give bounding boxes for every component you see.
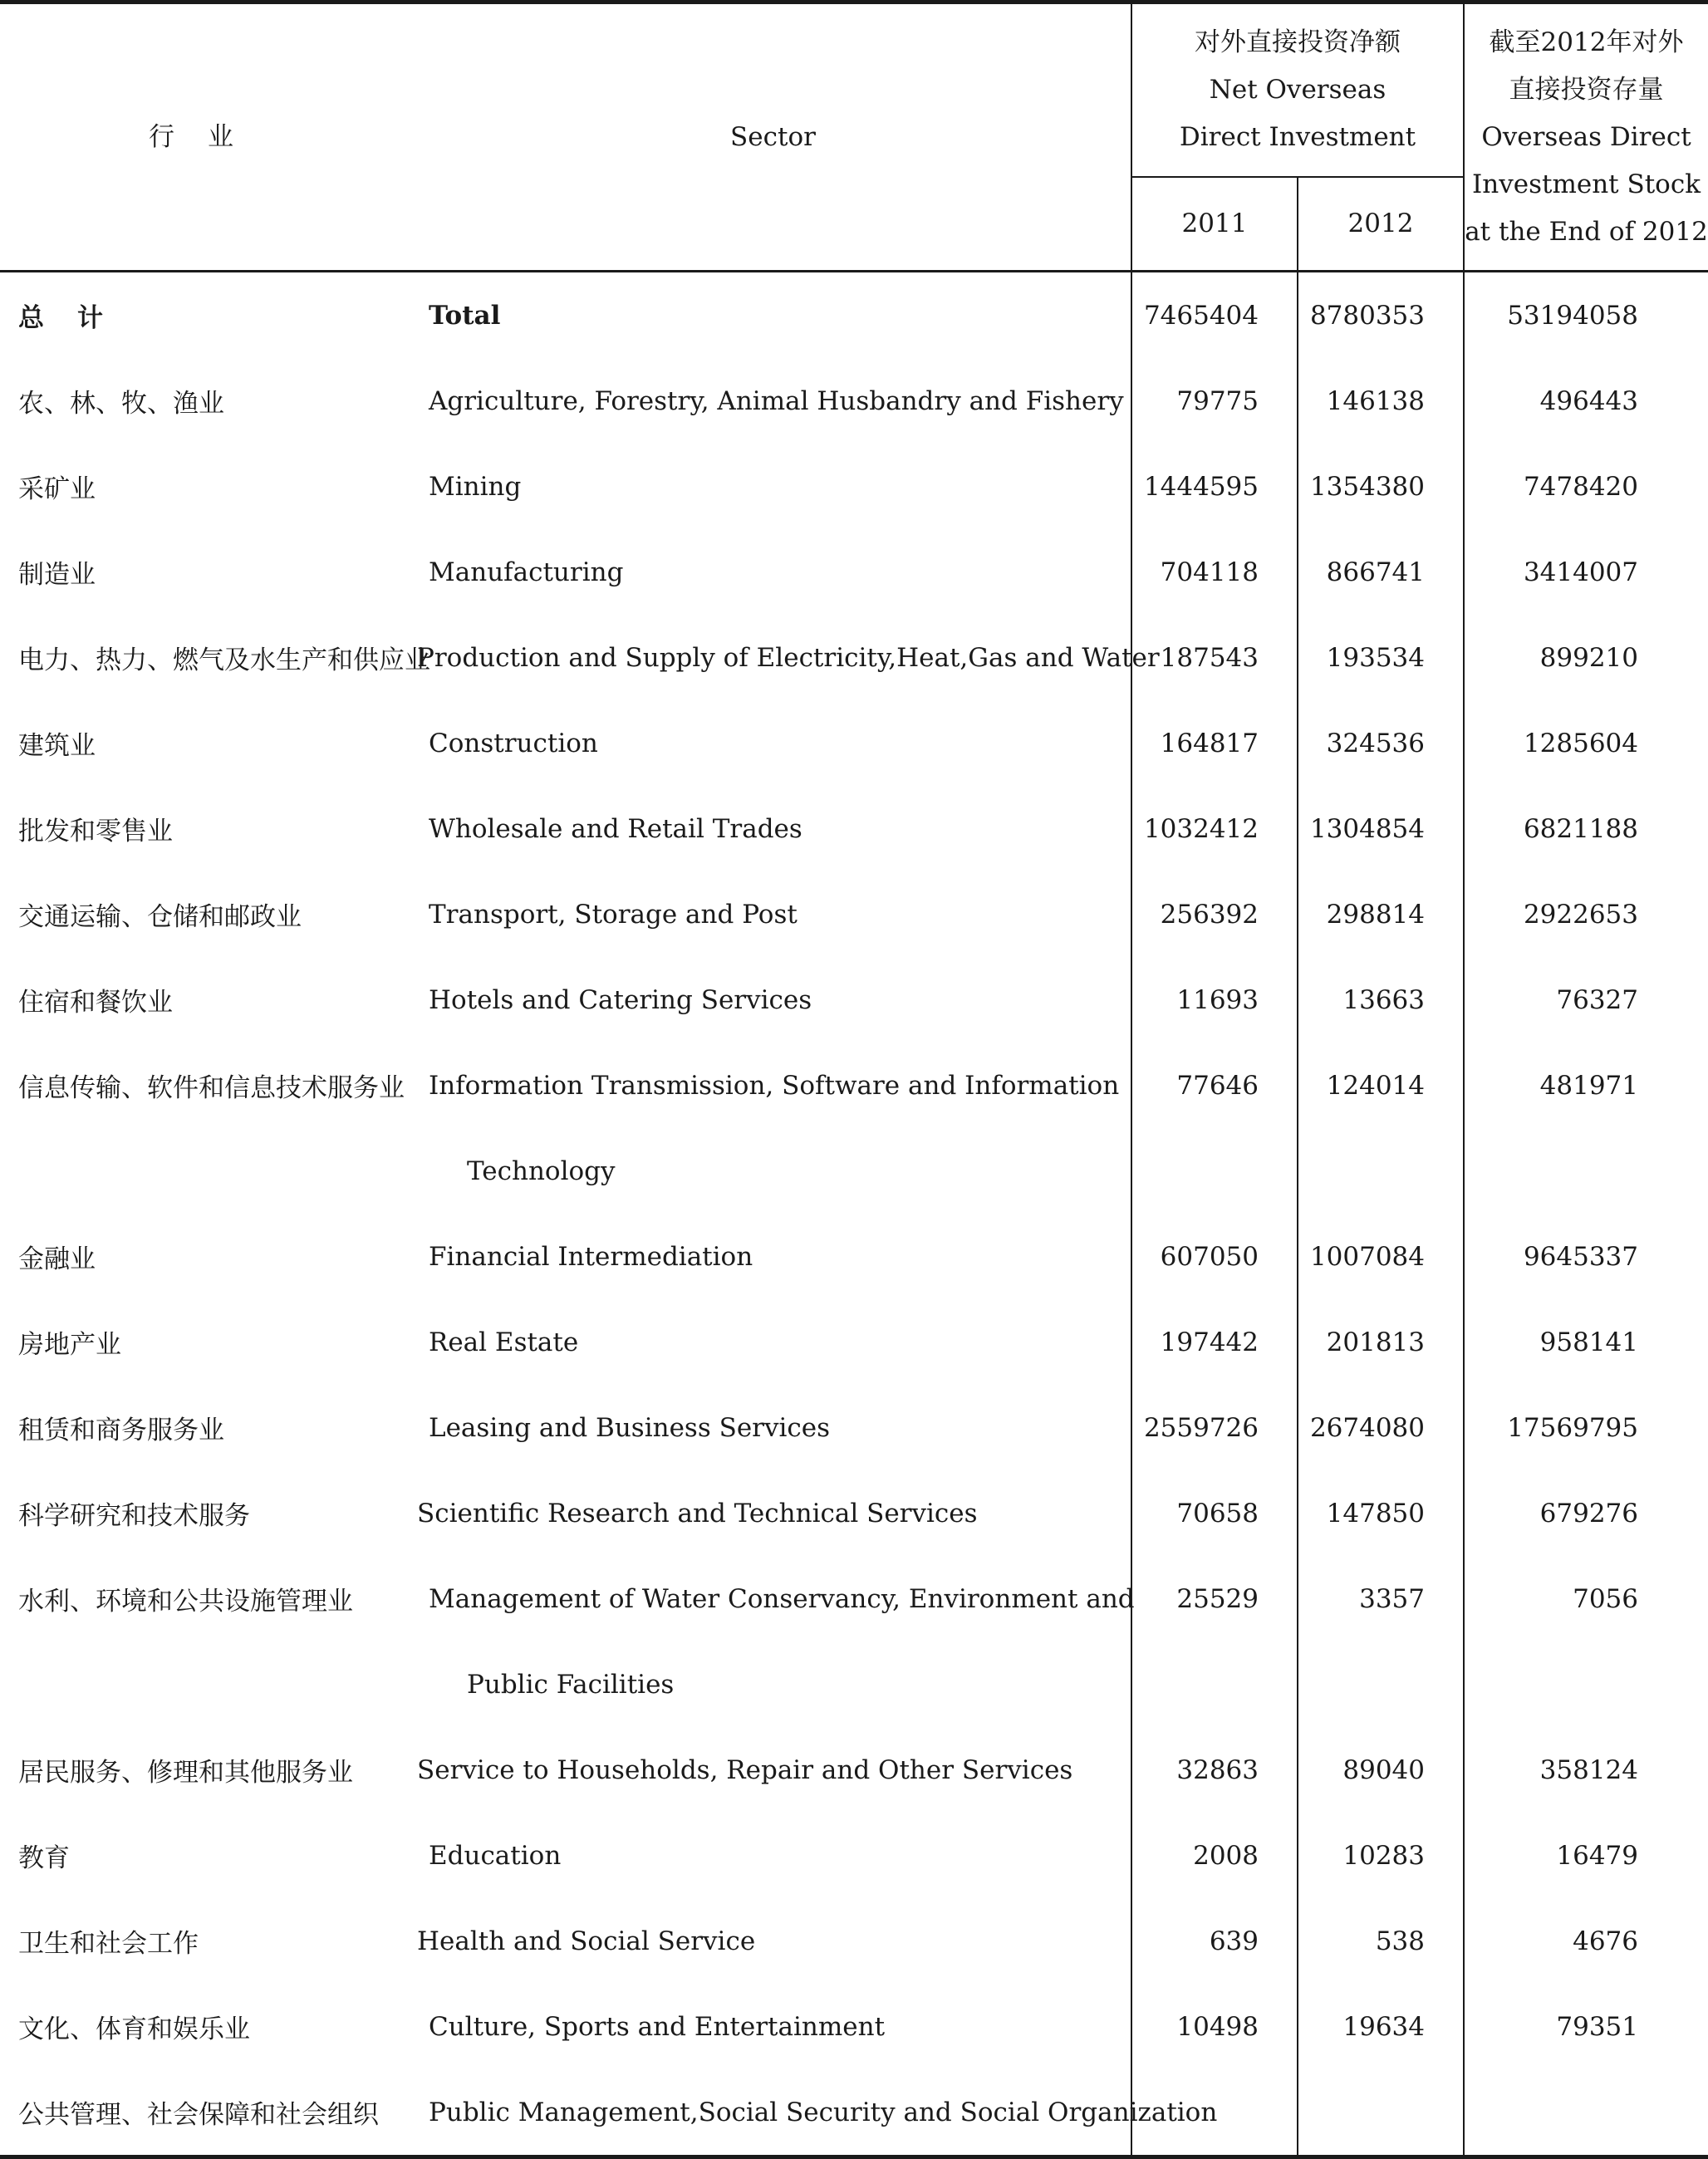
- sector-en: Information Transmission, Software and Information: [429, 1070, 1120, 1101]
- sector-en: Manufacturing: [429, 557, 624, 587]
- value-2012: 10283: [1298, 1813, 1464, 1898]
- table-row: [0, 272, 1708, 359]
- sector-zh: 文化、体育和娱乐业: [18, 2014, 250, 2044]
- header-net-investment: 对外直接投资净额 Net Overseas Direct Investment: [1131, 2, 1464, 177]
- value-2011: 1032412: [1131, 786, 1298, 871]
- sector-zh: 采矿业: [18, 474, 96, 504]
- sector-en: Transport, Storage and Post: [429, 899, 798, 930]
- sector-zh: 水利、环境和公共设施管理业: [18, 1587, 353, 1617]
- value-2011: 70658: [1131, 1470, 1298, 1556]
- value-2011: 704118: [1131, 529, 1298, 615]
- sector-en: Agriculture, Forestry, Animal Husbandry and Fishery: [429, 385, 1124, 416]
- header-sector-en: Sector: [415, 2, 1131, 272]
- value-2011: 32863: [1131, 1727, 1298, 1813]
- value-2012: [1298, 2069, 1464, 2157]
- value-stock: 679276: [1464, 1470, 1708, 1556]
- value-stock: 7478420: [1464, 444, 1708, 529]
- table-row: [0, 444, 1708, 529]
- header-sector-zh: 行业: [0, 2, 415, 272]
- sector-zh: 公共管理、社会保障和社会组织: [0, 2069, 415, 2157]
- sector-zh: 教育: [18, 1843, 70, 1873]
- table-row-continuation: [0, 1641, 1708, 1727]
- sector-en: Service to Households, Repair and Other Services: [417, 1754, 1073, 1785]
- table-row: [0, 2069, 1708, 2157]
- sector-en: Management of Water Conservancy, Environment and: [429, 1583, 1135, 1614]
- value-2012: 8780353: [1298, 272, 1464, 359]
- value-2012: 1304854: [1298, 786, 1464, 871]
- value-stock: 7056: [1464, 1556, 1708, 1641]
- sector-en-continued: Public Facilities: [467, 1669, 675, 1700]
- table-row: [0, 1214, 1708, 1299]
- table-row: [0, 1898, 1708, 1984]
- table-row: [0, 1385, 1708, 1470]
- sector-zh: 住宿和餐饮业: [18, 988, 173, 1018]
- sector-zh: 农、林、牧、渔业: [18, 389, 224, 419]
- value-2012: 147850: [1298, 1470, 1464, 1556]
- value-2012: 2674080: [1298, 1385, 1464, 1470]
- value-2012: 3357: [1298, 1556, 1464, 1641]
- table-row: [0, 1556, 1708, 1641]
- value-2011: 639: [1131, 1898, 1298, 1984]
- header-year-2012: 2012: [1298, 177, 1464, 272]
- table-row: [0, 957, 1708, 1043]
- sector-en: Production and Supply of Electricity,Heat,Gas and Water: [417, 642, 1160, 673]
- sector-zh: 金融业: [18, 1244, 96, 1274]
- sector-zh: 总计: [18, 303, 136, 333]
- value-stock: 1285604: [1464, 700, 1708, 786]
- value-2012: 324536: [1298, 700, 1464, 786]
- table-header: [0, 2, 1708, 272]
- sector-en: Real Estate: [429, 1327, 579, 1357]
- value-2012: 538: [1298, 1898, 1464, 1984]
- sector-en: Education: [429, 1840, 562, 1871]
- table-row: [0, 1043, 1708, 1128]
- value-2011: 77646: [1131, 1043, 1298, 1128]
- value-2011: 10498: [1131, 1984, 1298, 2069]
- value-2011: 2008: [1131, 1813, 1298, 1898]
- sector-zh: 交通运输、仓储和邮政业: [18, 902, 302, 932]
- value-stock: 358124: [1464, 1727, 1708, 1813]
- sector-en: Culture, Sports and Entertainment: [429, 2011, 886, 2042]
- value-2012: 1007084: [1298, 1214, 1464, 1299]
- value-2011: 2559726: [1131, 1385, 1298, 1470]
- sector-zh: 科学研究和技术服务: [18, 1501, 250, 1531]
- table-row: [0, 358, 1708, 444]
- value-stock: 2922653: [1464, 871, 1708, 957]
- table-row: [0, 615, 1708, 700]
- value-2012: 193534: [1298, 615, 1464, 700]
- sector-en: Total: [429, 300, 501, 331]
- value-stock: 3414007: [1464, 529, 1708, 615]
- sector-en: Leasing and Business Services: [429, 1412, 831, 1443]
- header-investment-stock: 截至2012年对外 直接投资存量 Overseas Direct Investment Stock at the End of 2012: [1464, 2, 1708, 272]
- value-2012: 13663: [1298, 957, 1464, 1043]
- sector-en: Hotels and Catering Services: [429, 984, 812, 1015]
- sector-en: Financial Intermediation: [429, 1241, 753, 1272]
- sector-en: Public Management,Social Security and Social Organization: [415, 2069, 1131, 2157]
- value-2011: 25529: [1131, 1556, 1298, 1641]
- sector-en-continued: Technology: [467, 1156, 616, 1186]
- value-2012: 866741: [1298, 529, 1464, 615]
- header-year-2011: 2011: [1131, 177, 1298, 272]
- value-2011: 7465404: [1131, 272, 1298, 359]
- value-stock: 496443: [1464, 358, 1708, 444]
- value-2012: 89040: [1298, 1727, 1464, 1813]
- value-stock: 4676: [1464, 1898, 1708, 1984]
- table-row: [0, 529, 1708, 615]
- value-stock: 79351: [1464, 1984, 1708, 2069]
- table-row: [0, 871, 1708, 957]
- value-2012: 201813: [1298, 1299, 1464, 1385]
- table-row: [0, 700, 1708, 786]
- sector-zh: 房地产业: [18, 1330, 121, 1360]
- value-2011: 164817: [1131, 700, 1298, 786]
- sector-en: Mining: [429, 471, 522, 502]
- table-row: [0, 1813, 1708, 1898]
- value-stock: 16479: [1464, 1813, 1708, 1898]
- value-stock: 6821188: [1464, 786, 1708, 871]
- value-2011: 11693: [1131, 957, 1298, 1043]
- table-body: [0, 272, 1708, 2157]
- value-stock: [1464, 2069, 1708, 2157]
- sector-zh: 建筑业: [18, 731, 96, 761]
- value-2011: 1444595: [1131, 444, 1298, 529]
- sector-en: Health and Social Service: [417, 1926, 756, 1956]
- table-row: [0, 1727, 1708, 1813]
- value-2011: 197442: [1131, 1299, 1298, 1385]
- table-row: [0, 1299, 1708, 1385]
- sector-zh: 租赁和商务服务业: [18, 1416, 224, 1445]
- value-stock: 53194058: [1464, 272, 1708, 359]
- sector-zh: 信息传输、软件和信息技术服务业: [18, 1073, 405, 1103]
- value-2012: 124014: [1298, 1043, 1464, 1128]
- sector-zh: 制造业: [18, 560, 96, 590]
- table-row: [0, 786, 1708, 871]
- sector-en: Wholesale and Retail Trades: [429, 813, 802, 844]
- sector-zh: 卫生和社会工作: [18, 1929, 199, 1959]
- value-2011: 79775: [1131, 358, 1298, 444]
- value-2011: 256392: [1131, 871, 1298, 957]
- sector-zh: 批发和零售业: [18, 817, 173, 846]
- sector-zh: 电力、热力、燃气及水生产和供应业: [18, 645, 430, 675]
- value-2011: 607050: [1131, 1214, 1298, 1299]
- sector-zh: 居民服务、修理和其他服务业: [18, 1758, 353, 1788]
- value-2012: 298814: [1298, 871, 1464, 957]
- table-row-continuation: [0, 1128, 1708, 1214]
- value-stock: 481971: [1464, 1043, 1708, 1128]
- value-stock: 958141: [1464, 1299, 1708, 1385]
- value-stock: 899210: [1464, 615, 1708, 700]
- value-2012: 146138: [1298, 358, 1464, 444]
- sector-en: Construction: [429, 728, 598, 758]
- value-stock: 76327: [1464, 957, 1708, 1043]
- sector-en: Scientific Research and Technical Services: [417, 1498, 978, 1528]
- value-stock: 17569795: [1464, 1385, 1708, 1470]
- value-2012: 19634: [1298, 1984, 1464, 2069]
- table-row: [0, 1984, 1708, 2069]
- value-2011: 187543: [1131, 615, 1298, 700]
- value-stock: 9645337: [1464, 1214, 1708, 1299]
- table-row: [0, 1470, 1708, 1556]
- value-2012: 1354380: [1298, 444, 1464, 529]
